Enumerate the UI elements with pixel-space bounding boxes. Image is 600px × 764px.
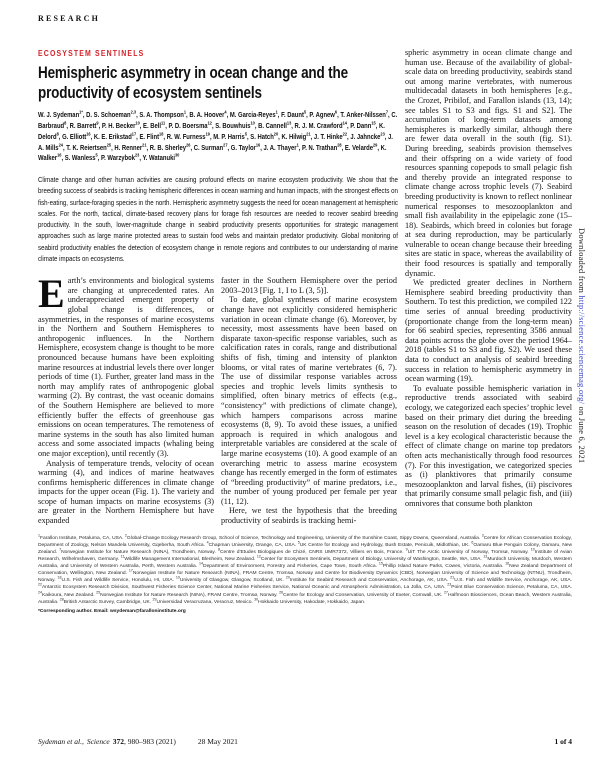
download-prefix: Downloaded from: [577, 228, 587, 296]
author: J. A. Thayer$^1$: [263, 142, 299, 152]
author: S. A. Thompson$^1$: [139, 110, 187, 120]
page-footer: [38, 737, 572, 746]
author: D. S. Schoeman$^{2,3}$: [86, 110, 137, 120]
page-title: Hemispheric asymmetry in ocean change and the productivity of ecosystem sentinels: [38, 64, 348, 103]
author: R. B. Sherley$^{26}$: [149, 142, 191, 152]
author: G. Taylor$^{16}$: [230, 142, 261, 152]
download-suffix: on June 6, 2021: [577, 404, 587, 464]
citation-journal: Science: [86, 737, 110, 746]
body-columns: [38, 271, 398, 526]
author: K. E. Erikstad$^{17}$: [93, 131, 137, 141]
author: Y. Watanuki$^{30}$: [142, 153, 180, 163]
citation-authors: Sydeman et al.,: [38, 737, 84, 746]
body-column-2: [221, 276, 397, 525]
author: R. J. M. Crawford$^{14}$: [294, 121, 347, 131]
author-list: W. J. Sydeman$^{1*}$, D. S. Schoeman$^{2,3}$, S. A. Thompson$^1$, B. A. Hoover$^4$, M. Garcia-Reyes$^1$, F. Daunt$^5$, P. Agnew$^6$, T. Anker-Nilssen$^7$, C. Barbraud$^8$, R. Barrett$^9$, P. H. Becker$^{10}$, E. Bell$^{11}$, P. D. Boersma$^{12}$, S. Bouwhuis$^{10}$, B. Cannell$^{13}$, R. J. M. Crawford$^{14}$, P. Dann$^{15}$, K. Delord$^8$, G. Elliott$^{16}$, K. E. Erikstad$^{17}$, E. Flint$^{18}$, R. W. Furness$^{19}$, M. P. Harris$^5$, S. Hatch$^{20}$, K. Hilwig$^{21}$, J. T. Hinke$^{22}$, J. Jahncke$^{23}$, J. A. Mills$^{24}$, T. K. Reiertsen$^{25}$, H. Renner$^{21}$, R. B. Sherley$^{26}$, C. Surman$^{27}$, G. Taylor$^{16}$, J. A. Thayer$^1$, P. N. Trathan$^{28}$, E. Velarde$^{29}$, K. Walker$^{16}$, S. Wanless$^5$, P. Warzybok$^{23}$, Y. Watanuki$^{30}$: [38, 110, 398, 163]
body-paragraph: To date, global syntheses of marine ecosystem change have not explicitly considered hemispheric variation in ocean climate change (6). Moreover, by necessity, most assessments have been based on disparate taxon-specific response variables, such as calcification rates in corals, range and distributional shifts of fish, timing and intensity of plankton blooms, or vital rates of marine vertebrates (6, 7). The use of dissimilar response variables across species and trophic levels limits synthesis to simplified, often binary metrics of effects (e.g., “consistency” with predictions of climate change), which hampers comparisons across marine ecosystems (8, 9). To avoid these issues, a unified approach is required in which analogous and interpretable variables are considered at the scale of large marine ecosystems (10). A good example of an overarching metric to assess marine ecosystem change has recently emerged in the form of estimates of “breeding productivity” of marine predators, i.e., the number of young produced per female per year (11, 12).: [221, 295, 397, 506]
author: F. Daunt$^5$: [281, 110, 307, 120]
footnotes-area: [38, 535, 572, 615]
article-kicker: ECOSYSTEM SENTINELS: [38, 48, 145, 58]
author: K. Walker$^{16}$: [38, 142, 387, 163]
author: W. J. Sydeman$^{1*}$: [38, 110, 83, 120]
author: B. Cannell$^{13}$: [258, 121, 292, 131]
author: S. Wanless$^5$: [64, 153, 98, 163]
author: P. Agnew$^6$: [309, 110, 338, 120]
author: P. Dann$^{15}$: [350, 121, 376, 131]
page-indicator: 1 of 4: [554, 737, 572, 746]
body-paragraph: Analysis of temperature trends, velocity of ocean warming (4), and indices of marine heatwaves confirms hemispheric differences in climate change impacts for the upper ocean (Fig. 1). The variety and scope of human impacts on marine ecosystems (3) are greater in the Northern Hemisphere but have expanded: [38, 458, 214, 526]
corresponding-author-note: [38, 608, 572, 615]
author: K. Delord$^8$: [38, 121, 385, 141]
affiliations-block: $^1$Farallon Institute, Petaluma, CA, USA. $^2$Global-Change Ecology Research Group, School of Science, Technology and Engineering, University of the Sunshine Coast, Sippy Downs, Queensland, Australia. $^3$Centre for African Conservation Ecology, Department of Zoology, Nelson Mandela University, Gqeberha, South Africa. $^4$Chapman University, Orange, CA, USA. $^5$UK Centre for Ecology and Hydrology, Bush Estate, Penicuik, Midlothian, UK. $^6$Oamaru Blue Penguin Colony, Oamaru, New Zealand. $^7$Norwegian Institute for Nature Research (NINA), Trondheim, Norway. $^8$Centre d’Etudes Biologiques de Chizé, CNRS UMR7372, Villiers en Bois, France. $^9$UiT The Arctic University of Norway, Tromsø, Norway. $^{10}$Institute of Avian Research, Wilhelmshaven, Germany. $^{11}$Wildlife Management International, Blenheim, New Zealand. $^{12}$Center for Ecosystem Sentinels, Department of Biology, University of Washington, Seattle, WA, USA. $^{13}$Murdoch University, Murdoch, Western Australia, and University of Western Australia, Perth, Western Australia. $^{14}$Department of Environment, Forestry and Fisheries, Cape Town, South Africa. $^{15}$Phillip Island Nature Parks, Cowes, Victoria, Australia. $^{16}$New Zealand Department of Conservation, Wellington, New Zealand. $^{17}$Norwegian Institute for Nature Research (NINA), FRAM Centre, Tromsø, Norway and Centre for Biodiversity Dynamics (CBD), Norwegian University of Science and Technology (NTNU), Trondheim, Norway. $^{18}$U.S. Fish and Wildlife Service, Honolulu, HI, USA. $^{19}$University of Glasgow, Glasgow, Scotland, UK. $^{20}$Institute for Seabird Research and Conservation, Anchorage, AK, USA. $^{21}$U.S. Fish and Wildlife Service, Anchorage, AK, USA. $^{22}$Antarctic Ecosystem Research Division, Southwest Fisheries Science Center, National Marine Fisheries Service, National Oceanic and Atmospheric Administration, La Jolla, CA, USA. $^{23}$Point Blue Conservation Science, Petaluma, CA, USA. $^{24}$Kaikoura, New Zealand. $^{25}$Norwegian Institute for Nature Research (NINA), FRAM Centre, Tromsø, Norway. $^{26}$Centre for Ecology and Conservation, University of Exeter, Cornwall, UK. $^{27}$Halfmoon Biosciences, Ocean Beach, Western Australia, Australia. $^{28}$British Antarctic Survey, Cambridge, UK. $^{29}$Universidad Veracruzana, Veracruz, Mexico. $^{30}$Hokkaido University, Hakodate, Hokkaido, Japan.: [38, 533, 573, 605]
author: E. Bell$^{11}$: [143, 121, 166, 131]
author: J. T. Hinke$^{22}$: [313, 131, 348, 141]
author: T. Anker-Nilssen$^7$: [340, 110, 389, 120]
running-head: RESEARCH: [38, 14, 101, 23]
corresponding-label: *Corresponding author. Email:: [38, 608, 111, 614]
author: K. Hilwig$^{21}$: [281, 131, 311, 141]
author: T. K. Reiertsen$^{25}$: [66, 142, 112, 152]
citation-date: 28 May 2021: [197, 737, 238, 746]
main-content: [38, 48, 572, 526]
author: S. Hatch$^{20}$: [250, 131, 279, 141]
author: J. A. Mills$^{24}$: [38, 131, 393, 152]
body-paragraph: To evaluate possible hemispheric variation in reproductive trends associated with seabird ecology, we categorized each species’ trophic level based on their primary diet during the breeding season on the resolution of decades (19). Trophic level is a key ecological characteristic because the effect of climate change on marine top predators often acts mechanistically through food resources (7). For this investigation, we categorized species as (i) planktivores that primarily consume mesozooplankton and larval fishes, (ii) piscivores that primarily consume small pelagic fish, and (iii) omnivores that consume both plankton: [405, 383, 572, 508]
author: C. Surman$^{27}$: [193, 142, 228, 152]
citation-volume: 372: [112, 737, 124, 746]
author: B. A. Hoover$^4$: [189, 110, 227, 120]
author: C. Barbraud$^8$: [38, 110, 398, 131]
author: M. Garcia-Reyes$^1$: [229, 110, 278, 120]
author: P. N. Trathan$^{28}$: [302, 142, 342, 152]
body-paragraph: We predicted greater declines in Northern Hemisphere seabird breeding productivity than Southern. To test this prediction, we compiled 122 time series of annual breeding productivity (proportionate change from the long-term mean) for 66 seabird species, representing 3586 annual data points across the globe over the period 1964–2018 (tables S1 to S3 and fig. S2). We used these data to conduct an analysis of seabird breeding success in relation to hemispheric asymmetry in ocean warming (19).: [405, 278, 572, 384]
body-paragraph: Here, we test the hypothesis that the breeding productivity of seabirds is tracking hemi-: [221, 506, 397, 526]
email-link[interactable]: wsydeman@faralloninstitute.org: [110, 608, 186, 614]
author: R. Barrett$^9$: [69, 121, 99, 131]
body-paragraph: faster in the Southern Hemisphere over the period 2003–2013 [Fig. 1, I to L (3, 5)].: [221, 276, 397, 295]
author: S. Bouwhuis$^{10}$: [215, 121, 255, 131]
drop-cap: E: [38, 271, 65, 317]
citation: [38, 737, 238, 746]
body-column-3: [405, 48, 572, 509]
author: P. Warzybok$^{23}$: [100, 153, 140, 163]
article-header: [38, 48, 398, 264]
download-url-link[interactable]: http://science.sciencemag.org/: [577, 295, 587, 405]
author: R. W. Furness$^{19}$: [166, 131, 210, 141]
article-abstract: Climate change and other human activities are causing profound effects on marine ecosystem productivity. We show that the breeding success of seabirds is tracking hemispheric differences in ocean warming and human impacts, with the strongest effects on fish-eating, surface-foraging species in the north. Hemispheric asymmetry suggests the need for ocean management at hemispheric scales. For the north, tactical, climate-based recovery plans for forage fish resources are needed to recover seabird breeding productivity. In the south, lower-magnitude change in seabird productivity presents opportunities for strategic management approaches such as large marine protected areas to sustain food webs and maintain predator productivity. Global monitoring of seabird productivity enables the detection of ecosystem change in remote regions and contributes to our understanding of marine climate impacts on ecosystems.: [38, 175, 398, 263]
download-sidebar: [577, 228, 587, 463]
author: M. P. Harris$^5$: [213, 131, 247, 141]
body-column-1: [38, 271, 214, 526]
article-lead-block: [38, 48, 398, 526]
author: J. Jahncke$^{23}$: [350, 131, 385, 141]
author: P. D. Boersma$^{12}$: [168, 121, 212, 131]
body-paragraph: spheric asymmetry in ocean climate change and human use. Because of the availability of global-scale data on breeding productivity, seabirds stand out among marine vertebrates, with numerous multidecadal datasets in both hemispheres [e.g., the Crozet, Pribilof, and Farallon islands (13, 14); see tables S1 to S3 and figs. S1 and S2]. The accumulation of long-term datasets among hemispheres is markedly similar, although there are fewer data overall in the south (fig. S1). During breeding, seabirds provision themselves and their offspring on a wide variety of food resources spanning copepods to small pelagic fish and thereby provide an integrated response to climate change across trophic levels (7). Seabird breeding productivity is known to reflect nonlinear numerical responses to mesozooplankton and small fish availability in the epipelagic zone (15–18). Seabirds, which breed in colonies but forage at sea during reproduction, may be particularly vulnerable to ocean change because their breeding sites are static in space, whereas the availability of their food resources is spatially and temporally dynamic.: [405, 48, 572, 278]
author: E. Velarde$^{29}$: [344, 142, 378, 152]
author: P. H. Becker$^{10}$: [101, 121, 140, 131]
author: E. Flint$^{18}$: [139, 131, 164, 141]
author: H. Renner$^{21}$: [114, 142, 147, 152]
citation-pages: , 980–983 (2021): [123, 737, 176, 746]
author: G. Elliott$^{16}$: [62, 131, 91, 141]
body-paragraph: Earth’s environments and biological systems are changing at unprecedented rates. An underappreciated emergent property of global change is differences, or asymmetries, in the responses of marine ecosystems in the Northern and Southern Hemispheres to anthropogenic influences. In the Northern Hemisphere, ecosystem change is thought to be more pronounced because humans have been exploiting marine resources at industrial levels there over longer periods of time (1). Further, greater land mass in the north may amplify rates of anthropogenic global warming (2). By contrast, the vast oceanic domains of the Southern Hemisphere are believed to more efficiently buffer the effects of greenhouse gas emissions on ocean temperatures. The remoteness of marine systems in the south has also limited human access and some associated impacts (whaling being one major exception), until recently (3).: [38, 271, 214, 458]
